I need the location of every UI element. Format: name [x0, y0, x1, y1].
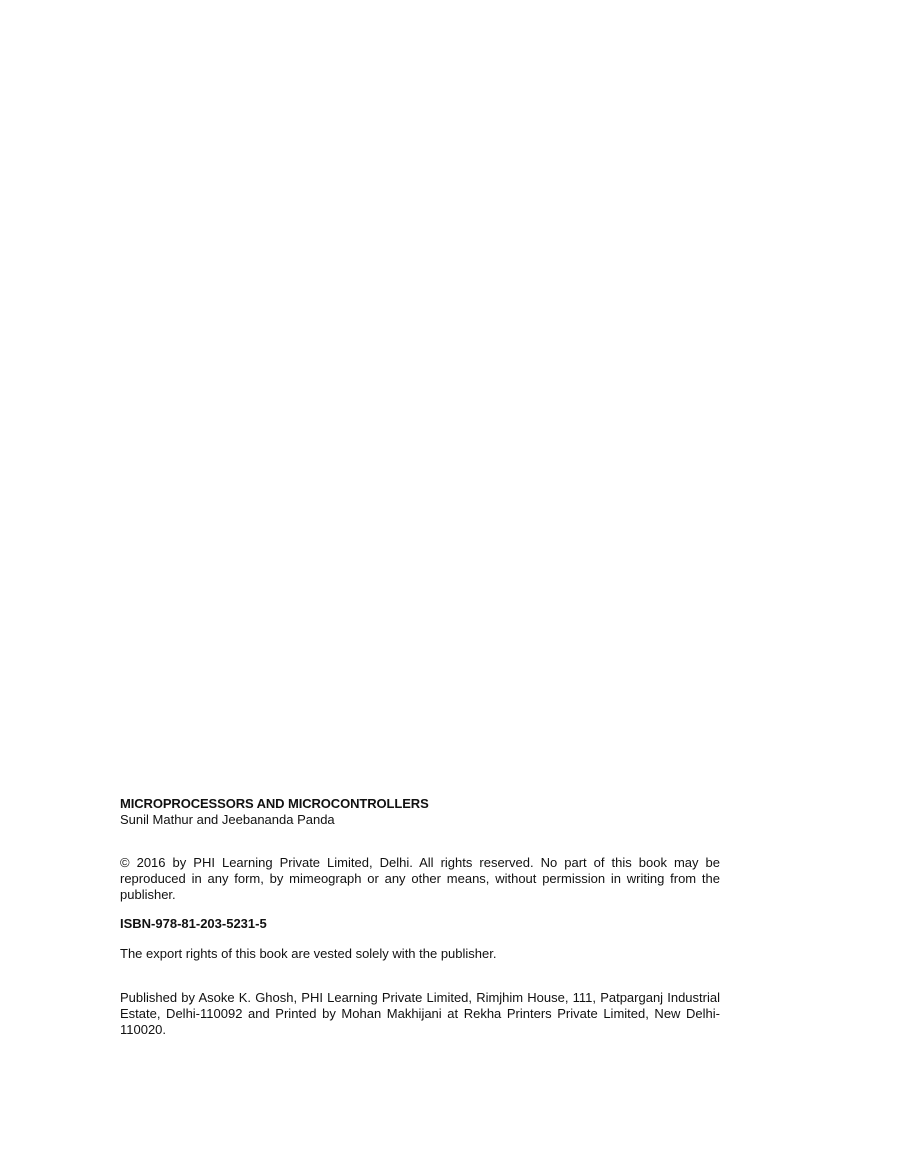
- book-authors: Sunil Mathur and Jeebananda Panda: [120, 812, 335, 827]
- copyright-notice: © 2016 by PHI Learning Private Limited, Delhi. All rights reserved. No part of this book may be reproduced in any form, by mimeograph or any other means, without permission in writing from the publisher.: [120, 855, 720, 902]
- publisher-note: Published by Asoke K. Ghosh, PHI Learning Private Limited, Rimjhim House, 111, Patparganj Industrial Estate, Delhi-110092 and Printed by Mohan Makhijani at Rekha Printers Private Limited, New Delhi-110020.: [120, 990, 720, 1037]
- export-rights-notice: The export rights of this book are vested solely with the publisher.: [120, 946, 497, 961]
- isbn: ISBN-978-81-203-5231-5: [120, 916, 267, 931]
- book-title: MICROPROCESSORS AND MICROCONTROLLERS: [120, 796, 429, 811]
- imprint-block: [120, 796, 720, 1038]
